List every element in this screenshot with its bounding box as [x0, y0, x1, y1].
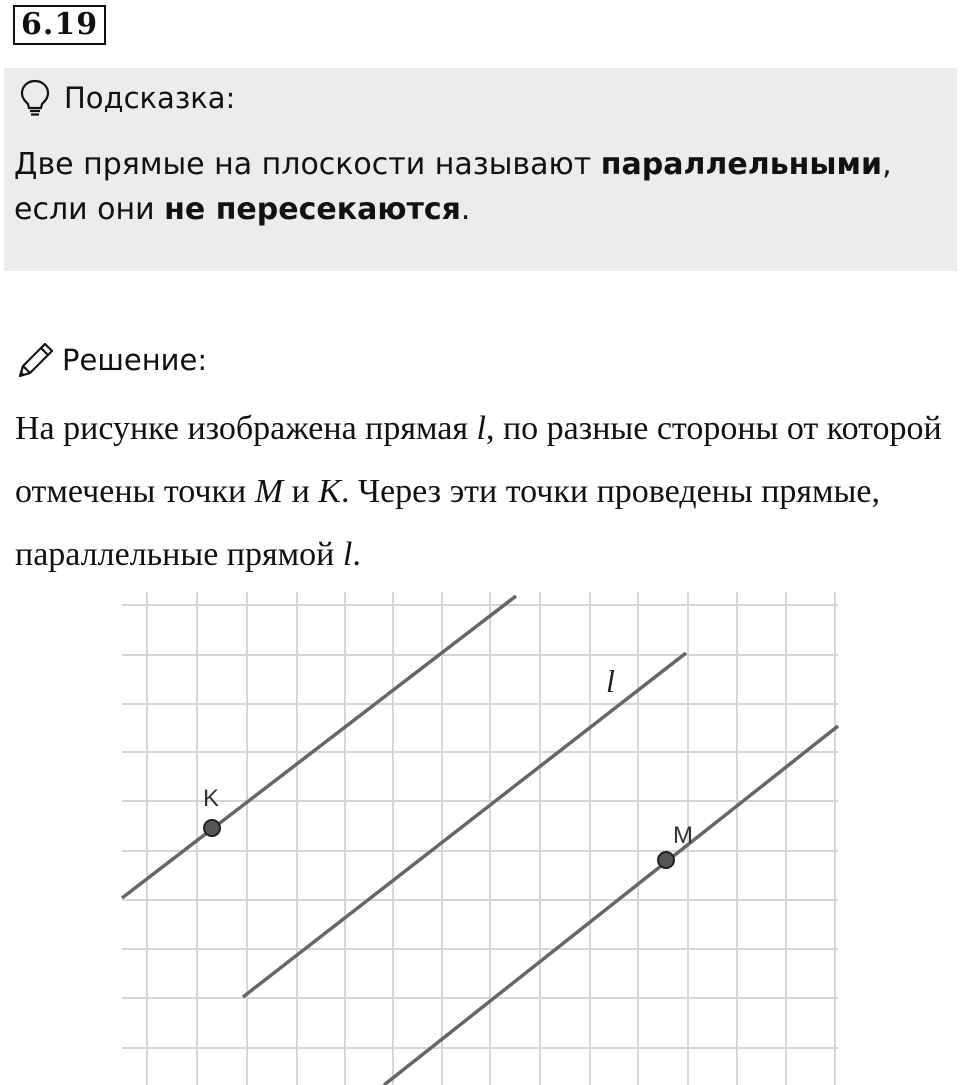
pencil-icon — [14, 338, 58, 382]
solution-text: На рисунке изображена прямая l, по разные стороны от которой отмечены точки M и K. Через эти точки проведены прямые, параллельные прямой l. — [15, 410, 942, 573]
label-l: l — [606, 663, 615, 699]
hint-header — [20, 78, 235, 118]
lightbulb-icon — [20, 79, 50, 117]
hint-text: Две прямые на плоскости называют параллельными, если они не пересекаются. — [14, 147, 892, 227]
term-parallel: параллельными — [600, 147, 883, 182]
var-l: l — [476, 410, 486, 447]
task-number: 6.19 — [13, 5, 106, 45]
line-through-k — [122, 596, 516, 898]
label-k: K — [203, 785, 220, 812]
var-l-2: l — [342, 536, 353, 573]
var-k: K — [318, 473, 341, 510]
figure-parallel-lines — [120, 590, 840, 1085]
term-not-intersect: не пересекаются — [164, 192, 461, 227]
hint-title: Подсказка: — [64, 81, 236, 115]
solution-title: Решение: — [62, 343, 208, 377]
var-m: M — [254, 473, 284, 510]
line-through-m — [384, 726, 838, 1085]
point-k — [204, 820, 220, 836]
point-m — [658, 852, 674, 868]
hint-box — [4, 68, 957, 271]
label-m: M — [673, 822, 693, 849]
solution-header — [14, 338, 207, 382]
